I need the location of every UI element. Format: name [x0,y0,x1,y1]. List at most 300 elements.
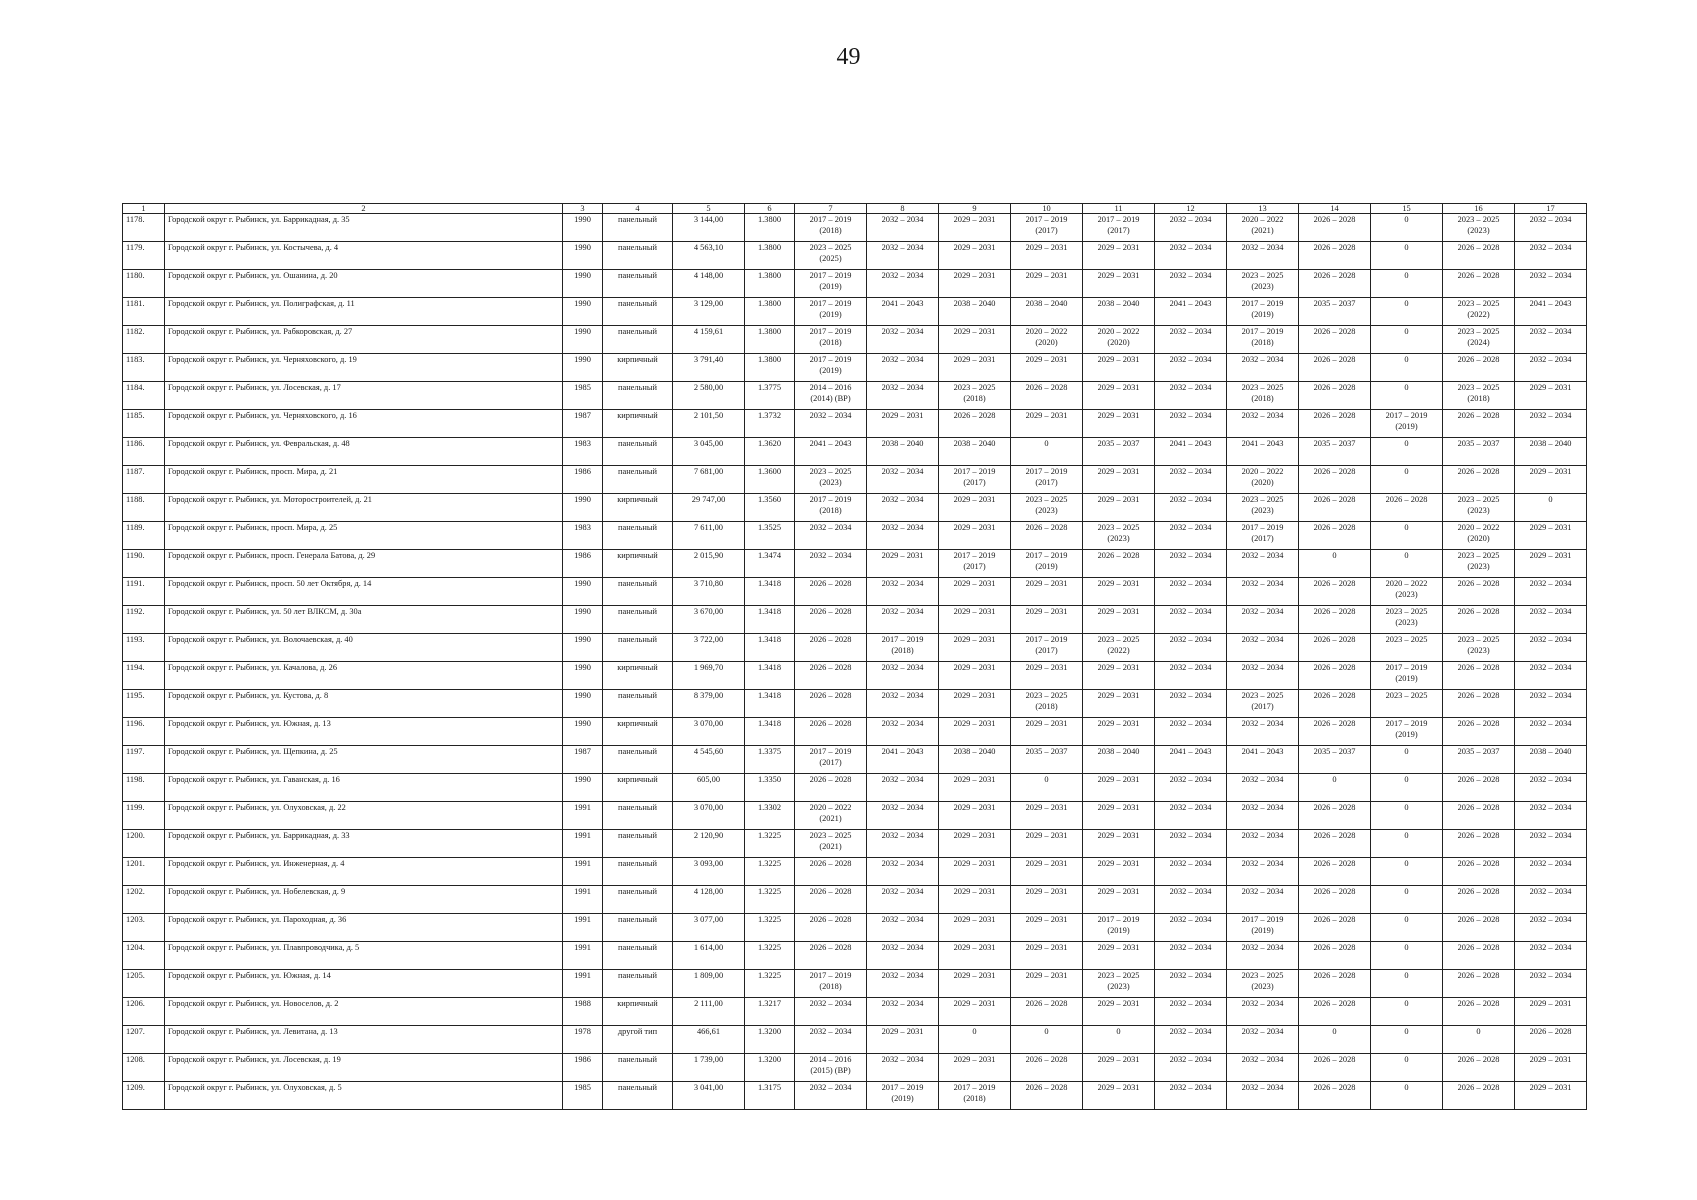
table-cell-col-14: 2026 – 2028 [1299,354,1371,382]
table-cell-col-7: 2017 – 2019 (2018) [795,494,867,522]
table-row [123,578,1587,606]
table-cell-col-13: 2020 – 2022 (2020) [1227,466,1299,494]
table-cell-col-13: 2032 – 2034 [1227,662,1299,690]
table-cell-col-7: 2020 – 2022 (2021) [795,802,867,830]
table-cell-col-9: 2029 – 2031 [939,606,1011,634]
table-cell-col-11: 2029 – 2031 [1083,774,1155,802]
table-cell-col-9: 2023 – 2025 (2018) [939,382,1011,410]
table-cell-col-8: 2029 – 2031 [867,1026,939,1054]
table-cell-col-5: 1 809,00 [673,970,745,998]
table-cell-col-4: панельный [603,298,673,326]
table-cell-col-12: 2032 – 2034 [1155,494,1227,522]
table-cell-col-4: кирпичный [603,410,673,438]
table-cell-col-2: Городской округ г. Рыбинск, ул. Щепкина, д. 25 [165,746,563,774]
table-cell-col-2: Городской округ г. Рыбинск, ул. Рабкоровская, д. 27 [165,326,563,354]
table-cell-col-16: 2026 – 2028 [1443,1082,1515,1110]
table-cell-col-6: 1.3800 [745,354,795,382]
table-cell-col-4: панельный [603,214,673,242]
table-cell-col-9: 2017 – 2019 (2017) [939,550,1011,578]
table-cell-col-17: 2032 – 2034 [1515,886,1587,914]
table-cell-col-4: кирпичный [603,718,673,746]
table-cell-col-12: 2032 – 2034 [1155,1054,1227,1082]
table-cell-col-6: 1.3418 [745,690,795,718]
table-cell-col-2: Городской округ г. Рыбинск, ул. Качалова, д. 26 [165,662,563,690]
table-cell-col-15: 0 [1371,970,1443,998]
table-cell-col-4: кирпичный [603,662,673,690]
table-cell-col-15: 0 [1371,270,1443,298]
table-cell-col-17: 2029 – 2031 [1515,382,1587,410]
table-cell-col-15: 0 [1371,774,1443,802]
table-cell-col-10: 2017 – 2019 (2017) [1011,214,1083,242]
table-cell-col-6: 1.3350 [745,774,795,802]
table-cell-col-2: Городской округ г. Рыбинск, ул. Южная, д. 14 [165,970,563,998]
table-cell-col-17: 2032 – 2034 [1515,578,1587,606]
table-cell-col-4: панельный [603,914,673,942]
table-cell-col-8: 2032 – 2034 [867,886,939,914]
table-cell-col-14: 2026 – 2028 [1299,214,1371,242]
table-cell-col-1: 1192. [123,606,165,634]
table-row [123,830,1587,858]
table-cell-col-11: 2023 – 2025 (2023) [1083,970,1155,998]
table-cell-col-3: 1991 [563,830,603,858]
table-cell-col-16: 2026 – 2028 [1443,914,1515,942]
table-cell-col-12: 2032 – 2034 [1155,410,1227,438]
table-cell-col-11: 2029 – 2031 [1083,858,1155,886]
table-cell-col-15: 2023 – 2025 [1371,690,1443,718]
table-cell-col-17: 2029 – 2031 [1515,466,1587,494]
table-cell-col-7: 2026 – 2028 [795,662,867,690]
table-cell-col-6: 1.3418 [745,662,795,690]
table-cell-col-4: панельный [603,242,673,270]
table-cell-col-9: 2029 – 2031 [939,270,1011,298]
table-cell-col-4: кирпичный [603,354,673,382]
table-cell-col-7: 2026 – 2028 [795,634,867,662]
table-cell-col-6: 1.3200 [745,1054,795,1082]
table-cell-col-9: 2029 – 2031 [939,662,1011,690]
table-cell-col-7: 2017 – 2019 (2019) [795,270,867,298]
table-cell-col-15: 0 [1371,522,1443,550]
table-row [123,998,1587,1026]
table-cell-col-15: 0 [1371,326,1443,354]
table-cell-col-3: 1986 [563,1054,603,1082]
table-cell-col-7: 2026 – 2028 [795,774,867,802]
column-header-16: 16 [1443,204,1515,214]
table-cell-col-7: 2032 – 2034 [795,550,867,578]
table-cell-col-4: панельный [603,830,673,858]
table-cell-col-11: 2029 – 2031 [1083,718,1155,746]
table-cell-col-8: 2038 – 2040 [867,438,939,466]
table-cell-col-9: 2017 – 2019 (2017) [939,466,1011,494]
table-cell-col-17: 2032 – 2034 [1515,830,1587,858]
table-cell-col-6: 1.3175 [745,1082,795,1110]
table-cell-col-9: 2029 – 2031 [939,578,1011,606]
table-cell-col-15: 0 [1371,886,1443,914]
table-cell-col-17: 2032 – 2034 [1515,802,1587,830]
table-cell-col-9: 2029 – 2031 [939,998,1011,1026]
table-cell-col-14: 2035 – 2037 [1299,746,1371,774]
table-cell-col-15: 0 [1371,1054,1443,1082]
table-cell-col-17: 2032 – 2034 [1515,942,1587,970]
table-row [123,970,1587,998]
table-cell-col-7: 2032 – 2034 [795,1082,867,1110]
table-cell-col-17: 2032 – 2034 [1515,914,1587,942]
table-cell-col-1: 1190. [123,550,165,578]
table-cell-col-6: 1.3620 [745,438,795,466]
table-cell-col-1: 1196. [123,718,165,746]
table-cell-col-16: 2023 – 2025 (2023) [1443,494,1515,522]
table-cell-col-16: 2023 – 2025 (2023) [1443,634,1515,662]
table-cell-col-17: 2026 – 2028 [1515,1026,1587,1054]
column-header-1: 1 [123,204,165,214]
table-cell-col-6: 1.3800 [745,242,795,270]
table-cell-col-1: 1178. [123,214,165,242]
table-cell-col-16: 2026 – 2028 [1443,410,1515,438]
table-cell-col-5: 3 129,00 [673,298,745,326]
table-cell-col-8: 2017 – 2019 (2019) [867,1082,939,1110]
table-cell-col-16: 2026 – 2028 [1443,270,1515,298]
table-cell-col-10: 2029 – 2031 [1011,606,1083,634]
table-cell-col-6: 1.3217 [745,998,795,1026]
table-cell-col-16: 2026 – 2028 [1443,354,1515,382]
table-row [123,634,1587,662]
table-cell-col-2: Городской округ г. Рыбинск, ул. Южная, д. 13 [165,718,563,746]
table-cell-col-17: 2032 – 2034 [1515,634,1587,662]
table-cell-col-4: панельный [603,1082,673,1110]
table-cell-col-5: 2 015,90 [673,550,745,578]
table-cell-col-17: 2029 – 2031 [1515,550,1587,578]
table-cell-col-7: 2017 – 2019 (2018) [795,326,867,354]
table-cell-col-10: 2017 – 2019 (2017) [1011,634,1083,662]
table-cell-col-6: 1.3418 [745,718,795,746]
table-cell-col-12: 2032 – 2034 [1155,718,1227,746]
table-cell-col-1: 1188. [123,494,165,522]
column-header-10: 10 [1011,204,1083,214]
table-cell-col-10: 0 [1011,438,1083,466]
table-cell-col-8: 2032 – 2034 [867,578,939,606]
table-cell-col-1: 1207. [123,1026,165,1054]
column-header-3: 3 [563,204,603,214]
table-cell-col-9: 2029 – 2031 [939,774,1011,802]
table-cell-col-3: 1990 [563,578,603,606]
table-cell-col-14: 2026 – 2028 [1299,466,1371,494]
table-cell-col-5: 4 159,61 [673,326,745,354]
table-cell-col-14: 2026 – 2028 [1299,270,1371,298]
column-header-5: 5 [673,204,745,214]
table-cell-col-14: 2026 – 2028 [1299,606,1371,634]
table-cell-col-16: 0 [1443,1026,1515,1054]
table-cell-col-3: 1990 [563,662,603,690]
table-cell-col-9: 2029 – 2031 [939,242,1011,270]
table-cell-col-9: 2029 – 2031 [939,326,1011,354]
table-cell-col-5: 2 101,50 [673,410,745,438]
table-cell-col-8: 2041 – 2043 [867,298,939,326]
table-cell-col-7: 2017 – 2019 (2019) [795,354,867,382]
table-cell-col-2: Городской округ г. Рыбинск, ул. Черняховского, д. 16 [165,410,563,438]
table-cell-col-11: 2029 – 2031 [1083,466,1155,494]
table-cell-col-10: 2029 – 2031 [1011,942,1083,970]
table-cell-col-11: 2029 – 2031 [1083,662,1155,690]
table-cell-col-17: 2032 – 2034 [1515,774,1587,802]
table-cell-col-11: 2029 – 2031 [1083,802,1155,830]
table-cell-col-5: 3 670,00 [673,606,745,634]
table-cell-col-3: 1990 [563,690,603,718]
table-cell-col-13: 2023 – 2025 (2023) [1227,270,1299,298]
table-cell-col-3: 1990 [563,214,603,242]
table-cell-col-4: панельный [603,942,673,970]
table-cell-col-15: 0 [1371,466,1443,494]
table-cell-col-12: 2032 – 2034 [1155,578,1227,606]
table-cell-col-15: 0 [1371,998,1443,1026]
table-cell-col-10: 2029 – 2031 [1011,242,1083,270]
table-cell-col-5: 4 545,60 [673,746,745,774]
table-cell-col-14: 2026 – 2028 [1299,942,1371,970]
table-cell-col-4: панельный [603,382,673,410]
table-cell-col-11: 2029 – 2031 [1083,942,1155,970]
table-cell-col-4: панельный [603,634,673,662]
page-number: 49 [836,44,861,70]
table-cell-col-12: 2032 – 2034 [1155,634,1227,662]
table-cell-col-2: Городской округ г. Рыбинск, ул. Февральская, д. 48 [165,438,563,466]
table-cell-col-14: 0 [1299,774,1371,802]
table-cell-col-3: 1991 [563,942,603,970]
table-cell-col-6: 1.3375 [745,746,795,774]
table-cell-col-11: 2035 – 2037 [1083,438,1155,466]
table-cell-col-10: 2017 – 2019 (2019) [1011,550,1083,578]
table-cell-col-15: 2017 – 2019 (2019) [1371,662,1443,690]
table-cell-col-12: 2032 – 2034 [1155,858,1227,886]
table-cell-col-4: другой тип [603,1026,673,1054]
table-cell-col-15: 0 [1371,438,1443,466]
table-cell-col-10: 2029 – 2031 [1011,914,1083,942]
table-cell-col-11: 2029 – 2031 [1083,886,1155,914]
table-cell-col-14: 2026 – 2028 [1299,382,1371,410]
table-cell-col-11: 2029 – 2031 [1083,270,1155,298]
table-row [123,298,1587,326]
table-cell-col-9: 2029 – 2031 [939,802,1011,830]
table-cell-col-8: 2032 – 2034 [867,774,939,802]
table-cell-col-12: 2032 – 2034 [1155,270,1227,298]
table-cell-col-12: 2032 – 2034 [1155,242,1227,270]
table-cell-col-9: 2029 – 2031 [939,690,1011,718]
table-cell-col-3: 1983 [563,438,603,466]
table-cell-col-13: 2017 – 2019 (2019) [1227,914,1299,942]
table-cell-col-2: Городской округ г. Рыбинск, ул. Инженерная, д. 4 [165,858,563,886]
table-cell-col-13: 2041 – 2043 [1227,746,1299,774]
table-row [123,858,1587,886]
table-row [123,438,1587,466]
table-cell-col-10: 2029 – 2031 [1011,578,1083,606]
table-cell-col-8: 2032 – 2034 [867,606,939,634]
table-cell-col-10: 2020 – 2022 (2020) [1011,326,1083,354]
table-cell-col-12: 2032 – 2034 [1155,690,1227,718]
column-header-4: 4 [603,204,673,214]
table-cell-col-16: 2026 – 2028 [1443,830,1515,858]
table-cell-col-1: 1205. [123,970,165,998]
table-cell-col-3: 1986 [563,466,603,494]
column-header-11: 11 [1083,204,1155,214]
table-cell-col-9: 2029 – 2031 [939,858,1011,886]
table-cell-col-9: 2029 – 2031 [939,970,1011,998]
table-cell-col-4: панельный [603,438,673,466]
table-cell-col-5: 4 563,10 [673,242,745,270]
table-cell-col-1: 1204. [123,942,165,970]
table-cell-col-3: 1990 [563,326,603,354]
table-cell-col-14: 2026 – 2028 [1299,522,1371,550]
table-cell-col-8: 2032 – 2034 [867,942,939,970]
table-cell-col-2: Городской округ г. Рыбинск, ул. Костычева, д. 4 [165,242,563,270]
table-cell-col-5: 1 739,00 [673,1054,745,1082]
table-cell-col-2: Городской округ г. Рыбинск, ул. Пароходная, д. 36 [165,914,563,942]
table-cell-col-14: 2026 – 2028 [1299,494,1371,522]
table-cell-col-3: 1990 [563,270,603,298]
table-cell-col-13: 2017 – 2019 (2018) [1227,326,1299,354]
table-cell-col-14: 2026 – 2028 [1299,718,1371,746]
table-row [123,354,1587,382]
table-cell-col-14: 0 [1299,550,1371,578]
table-cell-col-5: 3 041,00 [673,1082,745,1110]
table-cell-col-1: 1186. [123,438,165,466]
table-cell-col-10: 2026 – 2028 [1011,1082,1083,1110]
table-cell-col-3: 1990 [563,298,603,326]
table-cell-col-7: 2017 – 2019 (2018) [795,970,867,998]
column-header-2: 2 [165,204,563,214]
table-cell-col-7: 2026 – 2028 [795,690,867,718]
table-cell-col-15: 0 [1371,242,1443,270]
table-cell-col-16: 2035 – 2037 [1443,746,1515,774]
table-cell-col-12: 2032 – 2034 [1155,942,1227,970]
table-cell-col-9: 2038 – 2040 [939,746,1011,774]
table-cell-col-6: 1.3225 [745,886,795,914]
table-cell-col-4: панельный [603,578,673,606]
table-cell-col-2: Городской округ г. Рыбинск, просп. Мира, д. 21 [165,466,563,494]
table-cell-col-3: 1990 [563,634,603,662]
table-cell-col-11: 2023 – 2025 (2023) [1083,522,1155,550]
table-cell-col-9: 2029 – 2031 [939,494,1011,522]
table-cell-col-4: панельный [603,1054,673,1082]
table-cell-col-10: 2023 – 2025 (2023) [1011,494,1083,522]
column-header-7: 7 [795,204,867,214]
table-cell-col-16: 2023 – 2025 (2023) [1443,214,1515,242]
table-cell-col-4: кирпичный [603,998,673,1026]
table-cell-col-11: 2029 – 2031 [1083,606,1155,634]
table-cell-col-12: 2032 – 2034 [1155,774,1227,802]
table-cell-col-14: 2035 – 2037 [1299,298,1371,326]
table-cell-col-6: 1.3800 [745,326,795,354]
table-cell-col-17: 2029 – 2031 [1515,522,1587,550]
table-cell-col-15: 0 [1371,382,1443,410]
table-cell-col-13: 2032 – 2034 [1227,578,1299,606]
table-cell-col-3: 1988 [563,998,603,1026]
column-header-6: 6 [745,204,795,214]
table-cell-col-17: 2032 – 2034 [1515,690,1587,718]
table-cell-col-8: 2032 – 2034 [867,802,939,830]
table-cell-col-1: 1185. [123,410,165,438]
table-cell-col-9: 0 [939,1026,1011,1054]
table-cell-col-11: 2029 – 2031 [1083,830,1155,858]
table-cell-col-13: 2041 – 2043 [1227,438,1299,466]
table-row [123,1054,1587,1082]
table-cell-col-9: 2038 – 2040 [939,298,1011,326]
table-cell-col-8: 2032 – 2034 [867,830,939,858]
table-cell-col-14: 2026 – 2028 [1299,886,1371,914]
table-cell-col-2: Городской округ г. Рыбинск, ул. Нобелевская, д. 9 [165,886,563,914]
table-cell-col-2: Городской округ г. Рыбинск, просп. Генерала Батова, д. 29 [165,550,563,578]
table-cell-col-2: Городской округ г. Рыбинск, ул. 50 лет ВЛКСМ, д. 30а [165,606,563,634]
table-cell-col-3: 1987 [563,410,603,438]
table-cell-col-7: 2026 – 2028 [795,578,867,606]
table-cell-col-17: 2029 – 2031 [1515,998,1587,1026]
table-cell-col-11: 2029 – 2031 [1083,354,1155,382]
table-cell-col-6: 1.3200 [745,1026,795,1054]
table-cell-col-3: 1985 [563,382,603,410]
table-cell-col-5: 3 144,00 [673,214,745,242]
table-cell-col-1: 1179. [123,242,165,270]
table-cell-col-2: Городской округ г. Рыбинск, ул. Кустова, д. 8 [165,690,563,718]
table-row [123,802,1587,830]
table-cell-col-4: панельный [603,802,673,830]
table-cell-col-1: 1200. [123,830,165,858]
table-cell-col-15: 0 [1371,214,1443,242]
table-cell-col-10: 0 [1011,774,1083,802]
table-cell-col-14: 2026 – 2028 [1299,326,1371,354]
table-cell-col-11: 2029 – 2031 [1083,1054,1155,1082]
table-cell-col-13: 2032 – 2034 [1227,242,1299,270]
table-cell-col-17: 2041 – 2043 [1515,298,1587,326]
table-cell-col-9: 2029 – 2031 [939,354,1011,382]
table-cell-col-6: 1.3418 [745,578,795,606]
table-header [123,204,1587,214]
column-header-9: 9 [939,204,1011,214]
table-cell-col-13: 2023 – 2025 (2018) [1227,382,1299,410]
table-cell-col-13: 2032 – 2034 [1227,718,1299,746]
table-cell-col-14: 2026 – 2028 [1299,1054,1371,1082]
table-cell-col-9: 2029 – 2031 [939,830,1011,858]
table-cell-col-14: 2026 – 2028 [1299,578,1371,606]
table-cell-col-8: 2029 – 2031 [867,410,939,438]
table-cell-col-2: Городской округ г. Рыбинск, ул. Волочаевская, д. 40 [165,634,563,662]
table-cell-col-10: 2029 – 2031 [1011,270,1083,298]
table-row [123,690,1587,718]
table-cell-col-7: 2017 – 2019 (2017) [795,746,867,774]
table-cell-col-12: 2032 – 2034 [1155,662,1227,690]
table-cell-col-8: 2032 – 2034 [867,242,939,270]
table-row [123,242,1587,270]
table-cell-col-10: 2035 – 2037 [1011,746,1083,774]
table-cell-col-3: 1990 [563,354,603,382]
table-cell-col-7: 2032 – 2034 [795,522,867,550]
table-cell-col-17: 0 [1515,494,1587,522]
table-cell-col-14: 2026 – 2028 [1299,634,1371,662]
table-cell-col-16: 2026 – 2028 [1443,466,1515,494]
table-cell-col-13: 2032 – 2034 [1227,802,1299,830]
table-cell-col-8: 2032 – 2034 [867,270,939,298]
table-cell-col-12: 2032 – 2034 [1155,326,1227,354]
table-cell-col-3: 1990 [563,774,603,802]
table-cell-col-8: 2017 – 2019 (2018) [867,634,939,662]
table-cell-col-12: 2032 – 2034 [1155,382,1227,410]
table-cell-col-1: 1197. [123,746,165,774]
table-cell-col-1: 1194. [123,662,165,690]
table-cell-col-3: 1978 [563,1026,603,1054]
table-cell-col-11: 2029 – 2031 [1083,242,1155,270]
table-cell-col-10: 2026 – 2028 [1011,522,1083,550]
table-cell-col-13: 2032 – 2034 [1227,998,1299,1026]
table-cell-col-5: 7 611,00 [673,522,745,550]
table-cell-col-3: 1987 [563,746,603,774]
column-header-15: 15 [1371,204,1443,214]
table-cell-col-7: 2032 – 2034 [795,410,867,438]
table-cell-col-12: 2032 – 2034 [1155,1026,1227,1054]
